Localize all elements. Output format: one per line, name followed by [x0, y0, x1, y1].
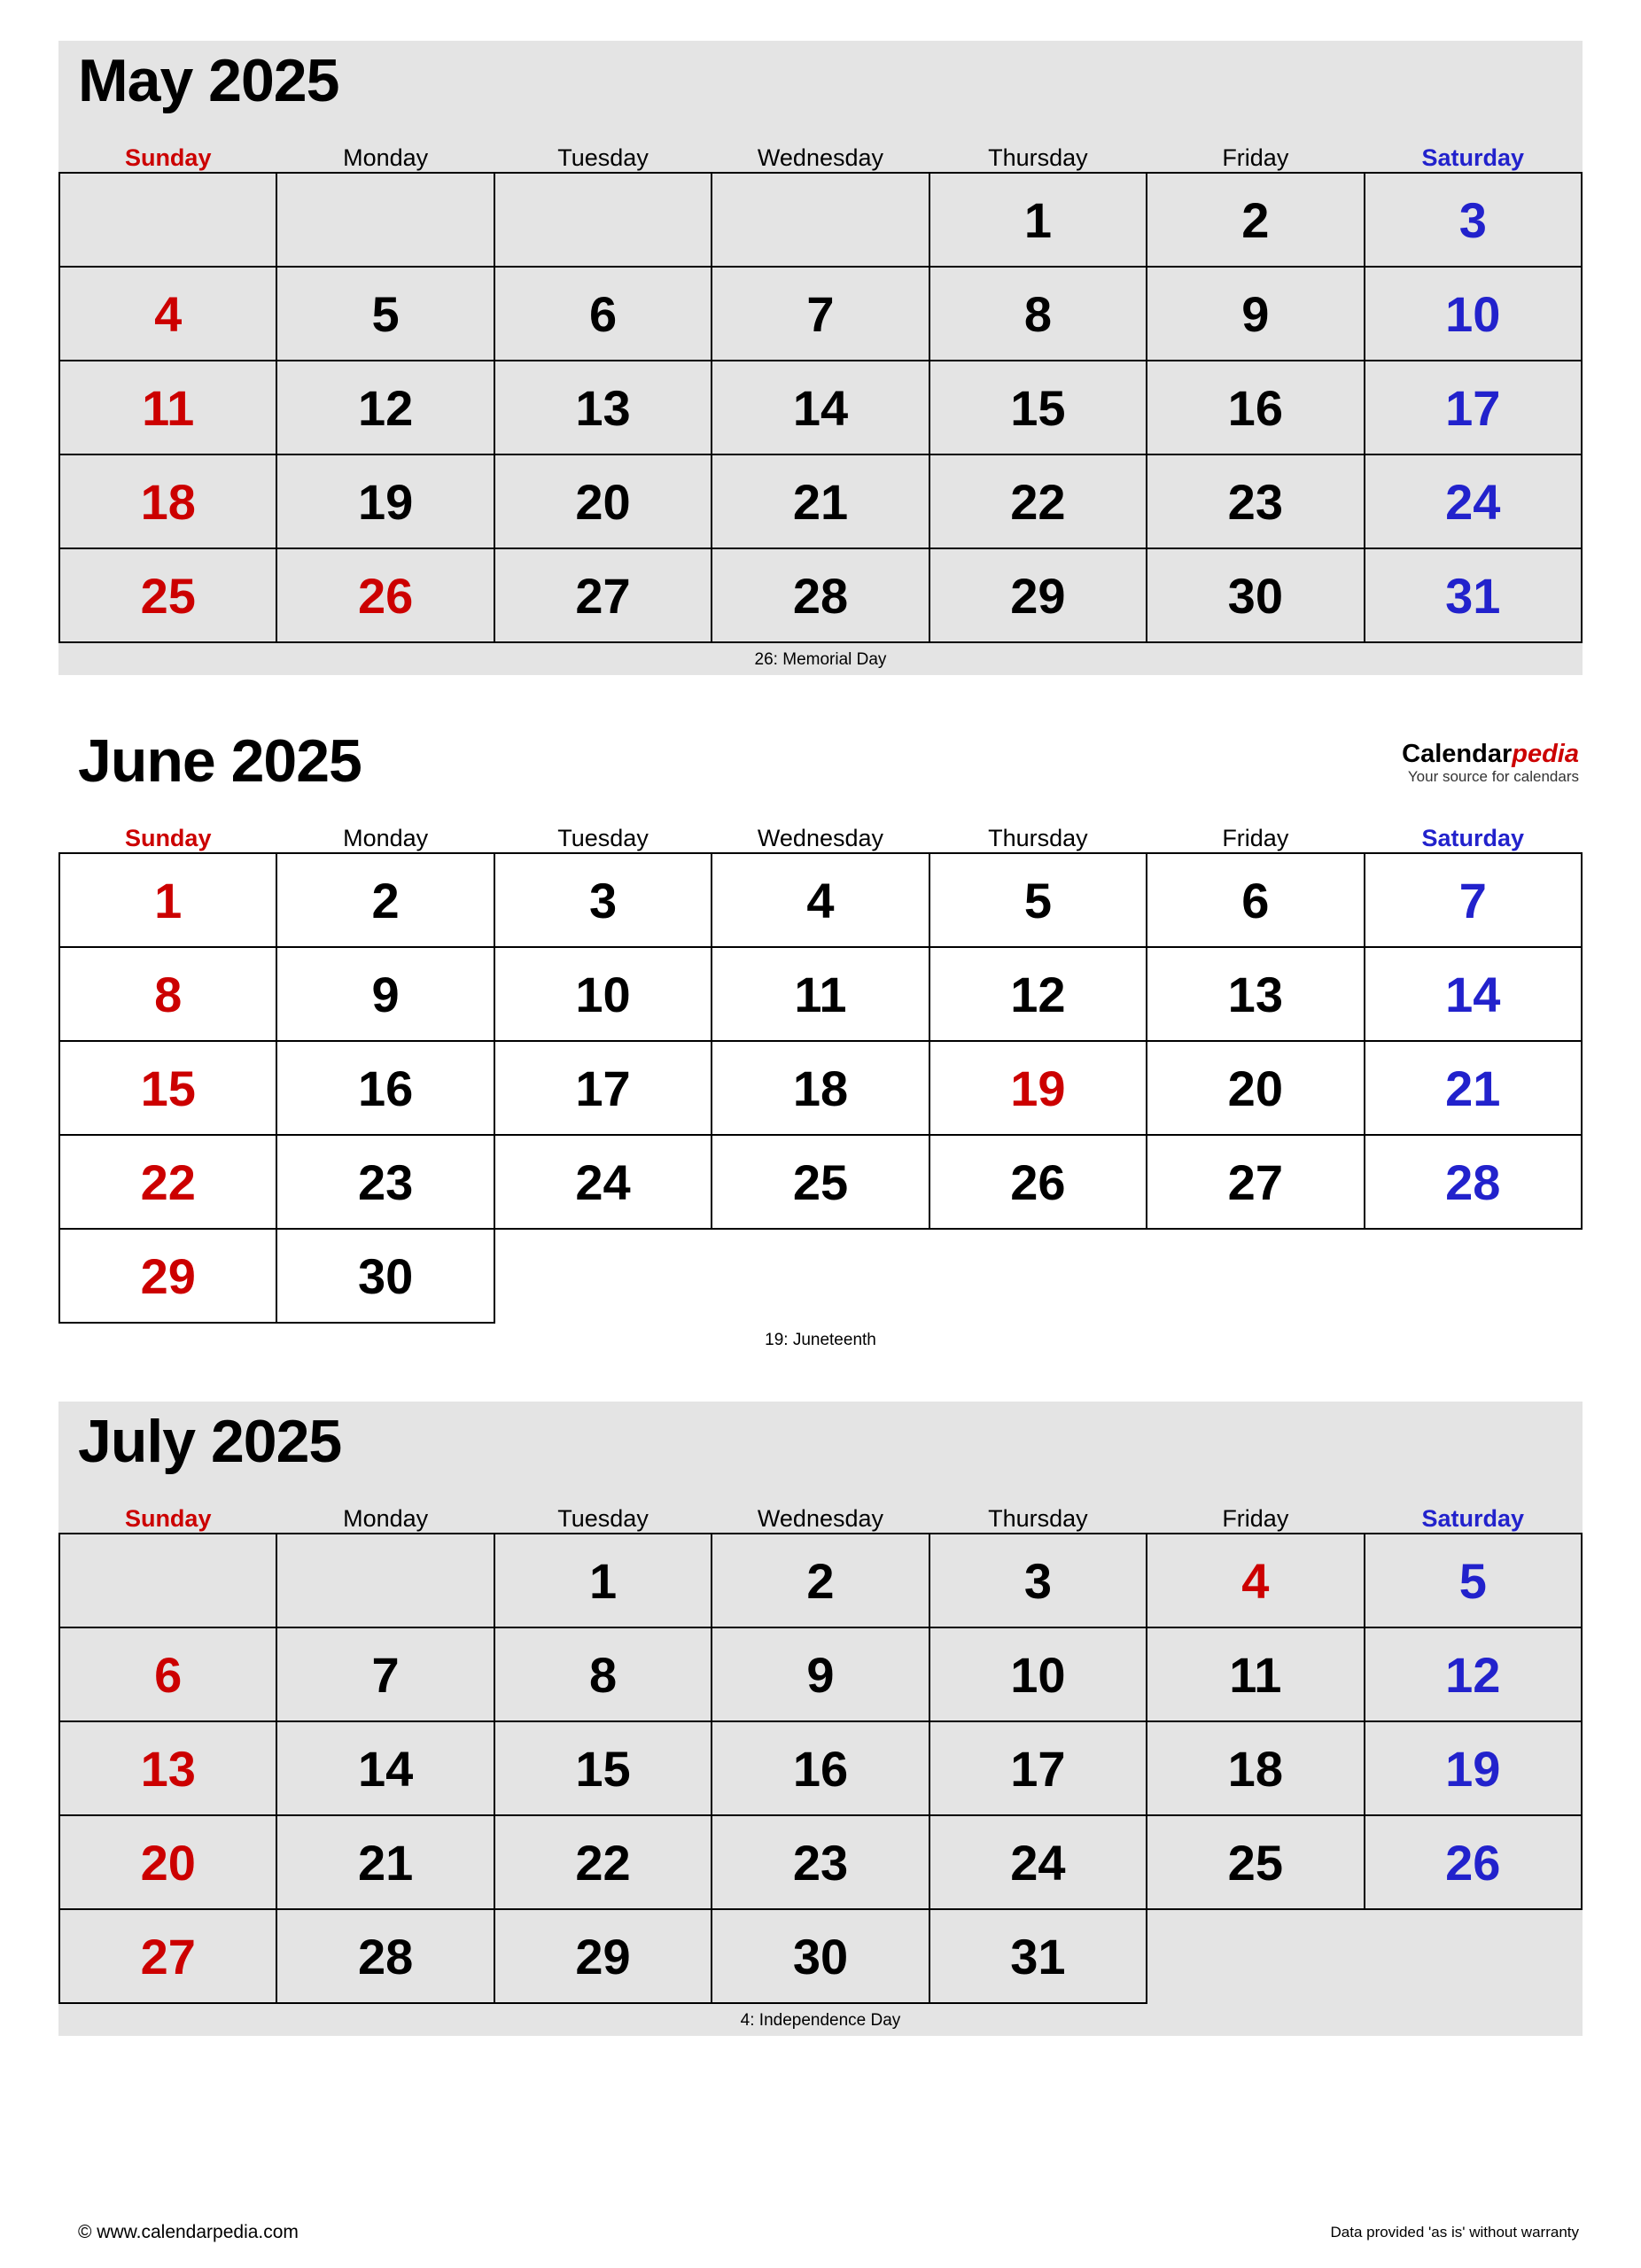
dayname-monday: Monday [343, 825, 429, 851]
day-cell[interactable]: 11 [712, 947, 929, 1041]
day-cell[interactable]: 15 [929, 361, 1147, 454]
day-cell[interactable]: 7 [276, 1627, 494, 1721]
footer-disclaimer: Data provided 'as is' without warranty [1330, 2224, 1579, 2241]
week-row [59, 1534, 1582, 1627]
day-cell[interactable]: 23 [712, 1815, 929, 1909]
dayname-tuesday: Tuesday [557, 1505, 649, 1532]
day-cell[interactable]: 2 [712, 1534, 929, 1627]
day-cell-empty [1365, 1229, 1582, 1323]
dayname-tuesday: Tuesday [557, 825, 649, 851]
day-cell[interactable]: 27 [59, 1909, 276, 2003]
day-cell[interactable]: 21 [1365, 1041, 1582, 1135]
day-cell-empty [1365, 1909, 1582, 2003]
day-cell[interactable]: 12 [1365, 1627, 1582, 1721]
week-row [59, 947, 1582, 1041]
month-notes: 4: Independence Day [58, 2004, 1583, 2036]
day-cell-empty [1147, 1909, 1364, 2003]
day-cell[interactable]: 23 [1147, 454, 1364, 548]
day-cell[interactable]: 6 [59, 1627, 276, 1721]
day-cell[interactable]: 23 [276, 1135, 494, 1229]
day-cell[interactable]: 29 [494, 1909, 712, 2003]
day-cell[interactable]: 15 [59, 1041, 276, 1135]
day-cell-empty [494, 1229, 712, 1323]
day-cell[interactable]: 14 [276, 1721, 494, 1815]
dayname-monday: Monday [343, 144, 429, 171]
week-row [59, 1721, 1582, 1815]
day-cell[interactable]: 19 [1365, 1721, 1582, 1815]
month-block [58, 721, 1583, 1355]
day-cell[interactable]: 25 [59, 548, 276, 642]
day-cell[interactable]: 12 [276, 361, 494, 454]
day-cell[interactable]: 25 [1147, 1815, 1364, 1909]
day-cell[interactable]: 27 [1147, 1135, 1364, 1229]
day-cell[interactable]: 2 [276, 853, 494, 947]
brand-logo [1402, 741, 1579, 785]
week-row [59, 361, 1582, 454]
day-cell[interactable]: 30 [712, 1909, 929, 2003]
day-cell[interactable]: 4 [1147, 1534, 1364, 1627]
day-cell[interactable]: 19 [929, 1041, 1147, 1135]
day-cell[interactable]: 31 [1365, 548, 1582, 642]
month-grid [58, 813, 1583, 1324]
day-cell[interactable]: 10 [494, 947, 712, 1041]
dayname-thursday: Thursday [988, 1505, 1088, 1532]
day-cell[interactable]: 10 [1365, 267, 1582, 361]
day-cell[interactable]: 9 [1147, 267, 1364, 361]
month-header [58, 721, 1583, 813]
day-cell[interactable]: 30 [276, 1229, 494, 1323]
day-cell[interactable]: 7 [712, 267, 929, 361]
day-cell[interactable]: 3 [929, 1534, 1147, 1627]
month-title: July 2025 [78, 1408, 342, 1475]
day-cell[interactable]: 15 [494, 1721, 712, 1815]
dayname-friday: Friday [1222, 144, 1289, 171]
day-cell-empty [712, 173, 929, 267]
day-cell[interactable]: 8 [59, 947, 276, 1041]
day-cell[interactable]: 31 [929, 1909, 1147, 2003]
dayname-saturday: Saturday [1421, 144, 1525, 171]
day-cell[interactable]: 26 [929, 1135, 1147, 1229]
day-cell[interactable]: 29 [59, 1229, 276, 1323]
day-cell-empty [59, 173, 276, 267]
day-cell[interactable]: 21 [276, 1815, 494, 1909]
month-grid [58, 133, 1583, 643]
day-cell-empty [59, 1534, 276, 1627]
footer-copyright: © www.calendarpedia.com [78, 2222, 299, 2242]
day-cell-empty [276, 1534, 494, 1627]
dayname-sunday: Sunday [124, 825, 212, 851]
dayname-sunday: Sunday [124, 144, 212, 171]
day-cell[interactable]: 17 [494, 1041, 712, 1135]
brand-name-second: pedia [1512, 740, 1579, 768]
day-cell[interactable]: 29 [929, 548, 1147, 642]
day-cell[interactable]: 26 [276, 548, 494, 642]
week-row [59, 1909, 1582, 2003]
day-cell[interactable]: 28 [712, 548, 929, 642]
brand-name-first: Calendar [1402, 740, 1513, 768]
week-row [59, 548, 1582, 642]
day-cell[interactable]: 14 [712, 361, 929, 454]
day-cell[interactable]: 21 [712, 454, 929, 548]
dayname-row [59, 1494, 1582, 1534]
day-cell[interactable]: 7 [1365, 853, 1582, 947]
day-cell[interactable]: 27 [494, 548, 712, 642]
dayname-row [59, 133, 1582, 173]
week-row [59, 853, 1582, 947]
week-row [59, 454, 1582, 548]
day-cell[interactable]: 20 [494, 454, 712, 548]
day-cell[interactable]: 28 [1365, 1135, 1582, 1229]
day-cell[interactable]: 16 [276, 1041, 494, 1135]
day-cell[interactable]: 5 [1365, 1534, 1582, 1627]
day-cell[interactable]: 26 [1365, 1815, 1582, 1909]
day-cell[interactable]: 6 [494, 267, 712, 361]
day-cell[interactable]: 18 [59, 454, 276, 548]
day-cell[interactable]: 14 [1365, 947, 1582, 1041]
dayname-friday: Friday [1222, 825, 1289, 851]
day-cell[interactable]: 24 [494, 1135, 712, 1229]
day-cell[interactable]: 12 [929, 947, 1147, 1041]
month-header [58, 41, 1583, 133]
week-row [59, 173, 1582, 267]
day-cell[interactable]: 28 [276, 1909, 494, 2003]
day-cell-empty [1147, 1229, 1364, 1323]
page-footer [58, 2217, 1583, 2243]
day-cell[interactable]: 13 [1147, 947, 1364, 1041]
day-cell[interactable]: 18 [1147, 1721, 1364, 1815]
day-cell[interactable]: 30 [1147, 548, 1364, 642]
day-cell[interactable]: 10 [929, 1627, 1147, 1721]
month-block [58, 1402, 1583, 2036]
months-container [58, 41, 1583, 2036]
day-cell[interactable]: 11 [1147, 1627, 1364, 1721]
day-cell[interactable]: 20 [59, 1815, 276, 1909]
day-cell[interactable]: 3 [1365, 173, 1582, 267]
day-cell[interactable]: 22 [494, 1815, 712, 1909]
week-row [59, 1135, 1582, 1229]
month-grid [58, 1494, 1583, 2004]
dayname-friday: Friday [1222, 1505, 1289, 1532]
day-cell[interactable]: 9 [276, 947, 494, 1041]
day-cell[interactable]: 16 [1147, 361, 1364, 454]
month-title: May 2025 [78, 47, 339, 114]
month-title: June 2025 [78, 727, 362, 795]
day-cell[interactable]: 24 [1365, 454, 1582, 548]
day-cell[interactable]: 9 [712, 1627, 929, 1721]
day-cell[interactable]: 16 [712, 1721, 929, 1815]
day-cell[interactable]: 13 [494, 361, 712, 454]
day-cell[interactable]: 24 [929, 1815, 1147, 1909]
week-row [59, 1627, 1582, 1721]
dayname-wednesday: Wednesday [757, 825, 884, 851]
day-cell[interactable]: 17 [1365, 361, 1582, 454]
dayname-saturday: Saturday [1421, 825, 1525, 851]
dayname-thursday: Thursday [988, 825, 1088, 851]
day-cell[interactable]: 13 [59, 1721, 276, 1815]
day-cell[interactable]: 4 [712, 853, 929, 947]
week-row [59, 1815, 1582, 1909]
day-cell[interactable]: 3 [494, 853, 712, 947]
month-header [58, 1402, 1583, 1494]
day-cell[interactable]: 4 [59, 267, 276, 361]
day-cell[interactable]: 18 [712, 1041, 929, 1135]
day-cell[interactable]: 1 [494, 1534, 712, 1627]
day-cell[interactable]: 11 [59, 361, 276, 454]
month-notes: 19: Juneteenth [765, 1331, 876, 1349]
dayname-thursday: Thursday [988, 144, 1088, 171]
day-cell[interactable]: 8 [929, 267, 1147, 361]
day-cell[interactable]: 25 [712, 1135, 929, 1229]
month-block [58, 41, 1583, 675]
day-cell-empty [276, 173, 494, 267]
day-cell-empty [712, 1229, 929, 1323]
dayname-saturday: Saturday [1421, 1505, 1525, 1532]
day-cell[interactable]: 8 [494, 1627, 712, 1721]
month-notes: 26: Memorial Day [58, 643, 1583, 675]
dayname-tuesday: Tuesday [557, 144, 649, 171]
brand-tagline: Your source for calendars [1407, 768, 1579, 786]
day-cell-empty [494, 173, 712, 267]
day-cell[interactable]: 1 [929, 173, 1147, 267]
brand-name [1402, 741, 1579, 767]
day-cell[interactable]: 20 [1147, 1041, 1364, 1135]
day-cell[interactable]: 5 [929, 853, 1147, 947]
day-cell[interactable]: 17 [929, 1721, 1147, 1815]
day-cell[interactable]: 1 [59, 853, 276, 947]
day-cell[interactable]: 22 [59, 1135, 276, 1229]
day-cell[interactable]: 5 [276, 267, 494, 361]
day-cell[interactable]: 22 [929, 454, 1147, 548]
day-cell[interactable]: 19 [276, 454, 494, 548]
week-row [59, 267, 1582, 361]
day-cell[interactable]: 6 [1147, 853, 1364, 947]
week-row [59, 1229, 1582, 1323]
dayname-wednesday: Wednesday [757, 1505, 884, 1532]
day-cell[interactable]: 2 [1147, 173, 1364, 267]
day-cell-empty [929, 1229, 1147, 1323]
dayname-monday: Monday [343, 1505, 429, 1532]
dayname-row [59, 813, 1582, 853]
dayname-wednesday: Wednesday [757, 144, 884, 171]
week-row [59, 1041, 1582, 1135]
dayname-sunday: Sunday [124, 1505, 212, 1532]
